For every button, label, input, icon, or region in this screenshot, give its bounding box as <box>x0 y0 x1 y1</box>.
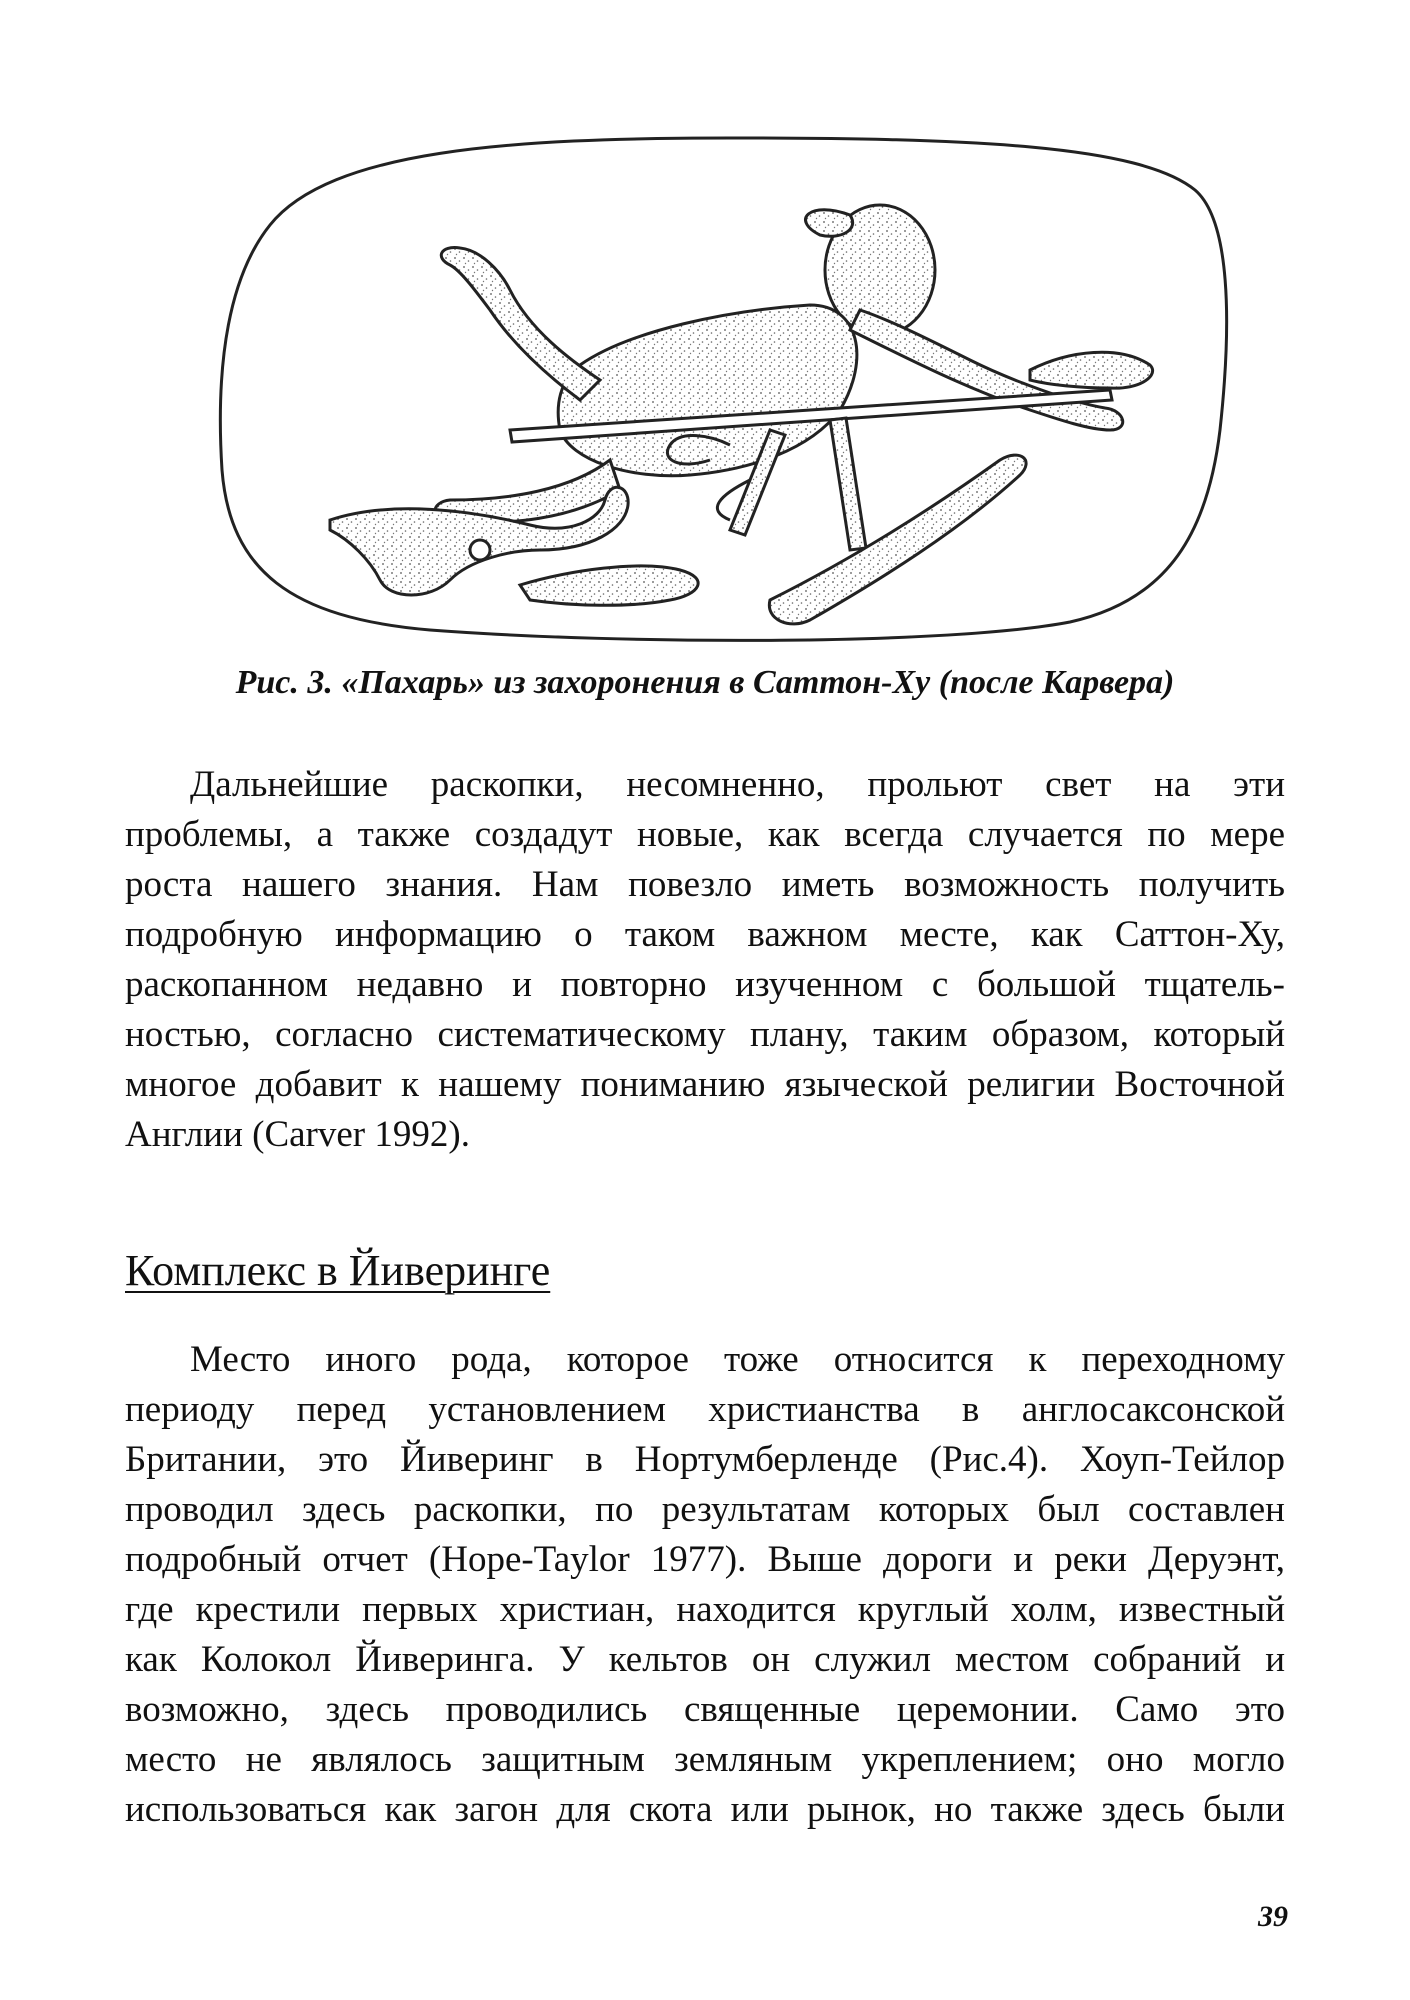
page-number: 39 <box>1258 1900 1288 1933</box>
figure-leg-raised <box>441 248 600 400</box>
paragraph-line: где крестили первых христиан, находится круглый холм, известный <box>125 1589 1285 1630</box>
figure-fish <box>520 566 698 605</box>
paragraph-line: многое добавит к нашему пониманию языческой религии Восточной <box>125 1064 1285 1105</box>
paragraph-line: Место иного рода, которое тоже относится к переходному <box>190 1339 1285 1380</box>
body-paragraph <box>125 1335 1285 1835</box>
paragraph-line: использоваться как загон для скота или рынок, но также здесь были <box>125 1789 1285 1830</box>
paragraph-line: периоду перед установлением христианства в англосаксонской <box>125 1389 1285 1430</box>
paragraph-line: проблемы, а также создадут новые, как всегда случается по мере <box>125 814 1285 855</box>
paragraph-line: Англии (Carver 1992). <box>125 1114 470 1155</box>
figure-torso <box>558 305 857 476</box>
paragraph-line: подробную информацию о таком важном месте, как Саттон-Ху, <box>125 914 1285 955</box>
paragraph-line: Британии, это Йиверинг в Нортумберленде (Рис.4). Хоуп-Тейлор <box>125 1439 1285 1480</box>
paragraph-line: подробный отчет (Hope-Taylor 1977). Выше дороги и реки Деруэнт, <box>125 1539 1285 1580</box>
figure-caption: Рис. 3. «Пахарь» из захоронения в Саттон-Ху (после Карвера) <box>235 664 1175 701</box>
ploughman-engraving-illustration <box>210 130 1240 650</box>
paragraph-line: раскопанном недавно и повторно изученном с большой тщатель- <box>125 964 1285 1005</box>
paragraph-line: роста нашего знания. Нам повезло иметь возможность получить <box>125 864 1285 905</box>
paragraph-line: возможно, здесь проводились священные церемонии. Само это <box>125 1689 1285 1730</box>
paragraph-line: место не являлось защитным земляным укреплением; оно могло <box>125 1739 1285 1780</box>
paragraph-line: Дальнейшие раскопки, несомненно, прольют свет на эти <box>190 764 1285 805</box>
paragraph-line: ностью, согласно систематическому плану, таким образом, который <box>125 1014 1285 1055</box>
paragraph-line: как Колокол Йиверинга. У кельтов он служил местом собраний и <box>125 1639 1285 1680</box>
section-heading: Комплекс в Йиверинге <box>125 1246 551 1295</box>
figure-ploughman <box>210 130 1240 650</box>
plough-beam <box>769 455 1026 624</box>
plough-share <box>1030 352 1153 388</box>
body-paragraph <box>125 760 1285 1160</box>
paragraph-line: проводил здесь раскопки, по результатам которых был составлен <box>125 1489 1285 1530</box>
